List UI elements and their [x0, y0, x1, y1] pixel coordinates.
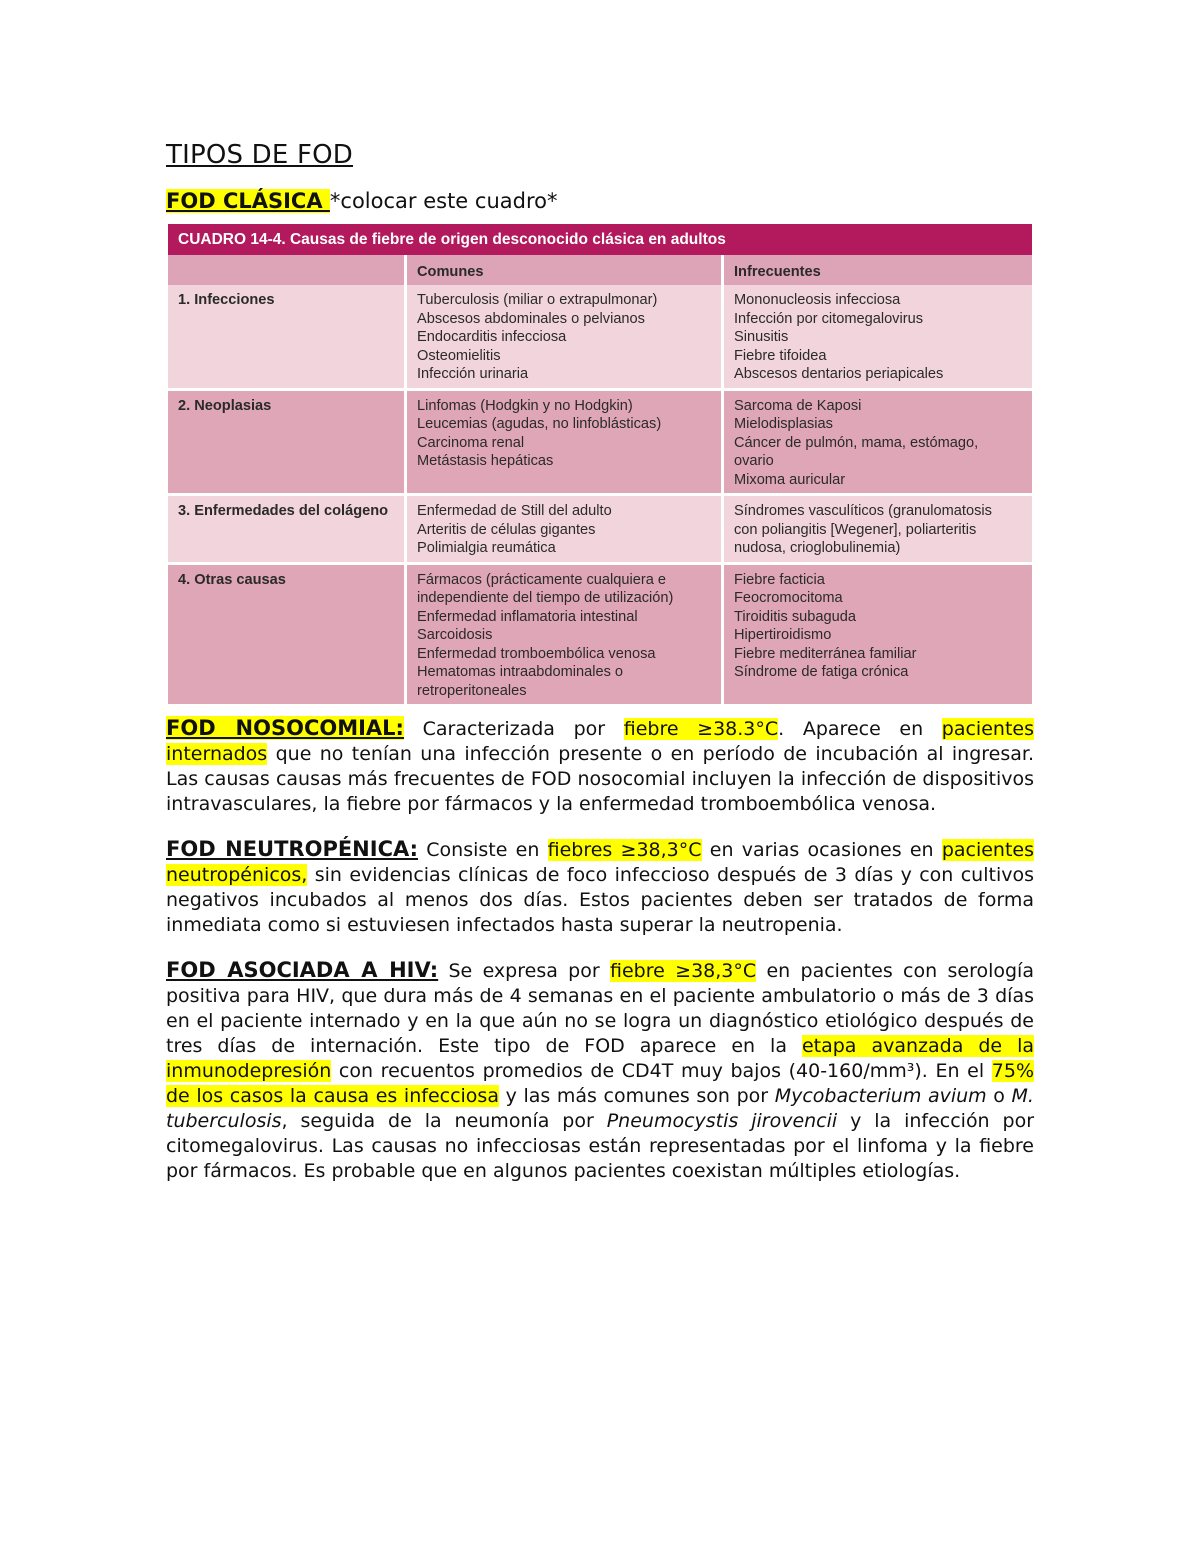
nosocomial-text-1: Caracterizada por	[403, 718, 624, 740]
cuadro-row	[168, 495, 1032, 564]
nosocomial-highlight-1: fiebre ≥38.3°C	[623, 718, 779, 740]
hiv-highlight-1: fiebre ≥38,3°C	[610, 960, 757, 982]
fod-neutropenica-paragraph	[166, 837, 1034, 938]
cuadro-comunes-cell	[406, 389, 723, 495]
cuadro-infrecuentes-item: Infección por citomegalovirus	[734, 310, 923, 327]
cuadro-comunes-item: Osteomielitis	[417, 347, 501, 364]
cuadro-infrecuentes-item: nudosa, crioglobulinemia)	[734, 540, 901, 556]
cuadro-comunes-item: Polimialgia reumática	[417, 540, 556, 556]
cuadro-infrecuentes-cell	[723, 495, 1033, 564]
cuadro-comunes-item: Carcinoma renal	[417, 434, 525, 451]
cuadro-infrecuentes-item: Sarcoma de Kaposi	[734, 397, 862, 414]
neutropenica-highlight-1: fiebres ≥38,3°C	[547, 839, 702, 861]
cuadro-comunes-item: Abscesos abdominales o pelvianos	[417, 310, 645, 327]
cuadro-infrecuentes-cell	[723, 389, 1033, 495]
document-title: TIPOS DE FOD	[166, 140, 354, 170]
cuadro-infrecuentes-item: Hipertiroidismo	[734, 627, 832, 643]
cuadro-comunes-item: Sarcoidosis	[417, 627, 493, 643]
cuadro-infrecuentes-item: Cáncer de pulmón, mama, estómago,	[734, 434, 979, 451]
cuadro-infrecuentes-item: Sinusitis	[734, 329, 789, 345]
neutropenica-text-1: Consiste en	[418, 839, 548, 861]
cuadro-header-row	[168, 255, 1032, 285]
cuadro-comunes-item: independiente del tiempo de utilización)	[417, 590, 674, 606]
fod-clasica-heading	[166, 186, 1034, 216]
cuadro-comunes-item: Metástasis hepáticas	[417, 453, 554, 469]
cuadro-comunes-cell	[406, 285, 723, 389]
neutropenica-text-2: en varias ocasiones en	[701, 839, 942, 861]
hiv-text-7: y la infección por citomegalovirus. Las causas no infecciosas están representadas por el linfoma y la fiebre por fármacos. Es probable que en algunos pacientes coexistan múltiples etiologías.	[166, 1110, 1035, 1182]
cuadro-header-comunes: Comunes	[406, 255, 723, 285]
nosocomial-highlight-2: pacientes internados	[166, 718, 1034, 765]
cuadro-infrecuentes-item: Fiebre mediterránea familiar	[734, 645, 917, 662]
cuadro-category-cell: 4. Otras causas	[168, 563, 406, 704]
neutropenica-text-3: sin evidencias clínicas de foco infeccioso después de 3 días y con cultivos negativos incubados al menos dos días. Estos pacientes deben ser tratados de forma inmediata como si estuviesen infectados hasta superar la neutropenia.	[166, 864, 1034, 936]
cuadro-infrecuentes-item: Síndromes vasculíticos (granulomatosis	[734, 503, 992, 519]
nosocomial-text-3: que no tenían una infección presente o en período de incubación al ingresar. Las causas causas más frecuentes de FOD nosocomial incluyen la infección de dispositivos intravasculares, la fiebre por fármacos y la enfermedad tromboembólica venosa.	[166, 743, 1034, 815]
cuadro-infrecuentes-item: Fiebre facticia	[734, 571, 825, 588]
hiv-text-4: y las más comunes son por	[498, 1085, 775, 1107]
cuadro-comunes-item: Linfomas (Hodgkin y no Hodgkin)	[417, 397, 633, 414]
cuadro-infrecuentes-item: ovario	[734, 453, 774, 469]
fod-hiv-paragraph	[166, 958, 1034, 1184]
cuadro-comunes-item: Leucemias (agudas, no linfoblásticas)	[417, 416, 662, 432]
hiv-text-5: o	[986, 1085, 1012, 1107]
cuadro-header-infrecuentes: Infrecuentes	[723, 255, 1033, 285]
cuadro-infrecuentes-item: Mielodisplasias	[734, 416, 833, 432]
cuadro-category-cell: 2. Neoplasias	[168, 389, 406, 495]
cuadro-infrecuentes-cell	[723, 563, 1033, 704]
fod-clasica-label: FOD CLÁSICA	[166, 189, 330, 213]
cuadro-comunes-cell	[406, 563, 723, 704]
cuadro-category-cell: 3. Enfermedades del colágeno	[168, 495, 406, 564]
cuadro-body	[168, 285, 1032, 704]
fod-nosocomial-heading: FOD NOSOCOMIAL:	[166, 716, 404, 740]
cuadro-infrecuentes-item: Mixoma auricular	[734, 471, 846, 488]
fod-clasica-note: *colocar este cuadro*	[329, 189, 558, 213]
cuadro-infrecuentes-item: Mononucleosis infecciosa	[734, 292, 901, 308]
cuadro-infrecuentes-item: Síndrome de fatiga crónica	[734, 664, 909, 680]
cuadro-header-category	[168, 255, 406, 285]
cuadro-category-cell: 1. Infecciones	[168, 285, 406, 389]
hiv-text-1: Se expresa por	[438, 960, 611, 982]
cuadro-14-4	[168, 224, 1032, 704]
cuadro-comunes-item: Hematomas intraabdominales o	[417, 664, 624, 680]
fod-nosocomial-paragraph	[166, 716, 1034, 817]
cuadro-row	[168, 389, 1032, 495]
cuadro-row	[168, 563, 1032, 704]
document-page	[166, 138, 1034, 1204]
cuadro-comunes-item: Endocarditis infecciosa	[417, 329, 567, 345]
hiv-text-2: en pacientes con serología positiva para HIV, que dura más de 4 semanas en el paciente ambulatorio o más de 3 días en el paciente internado y en la que aún no se logra un diagnóstico etiológico después de tres días de internación. Este tipo de FOD aparece en la	[166, 960, 1034, 1057]
hiv-text-6: , seguida de la neumonía por	[281, 1110, 607, 1132]
hiv-text-3: con recuentos promedios de CD4T muy bajos (40-160/mm³). En el	[331, 1060, 992, 1082]
cuadro-infrecuentes-item: Feocromocitoma	[734, 590, 843, 606]
cuadro-infrecuentes-cell	[723, 285, 1033, 389]
fod-neutropenica-heading: FOD NEUTROPÉNICA:	[166, 837, 419, 861]
cuadro-comunes-item: Fármacos (prácticamente cualquiera e	[417, 571, 667, 588]
cuadro-infrecuentes-item: Abscesos dentarios periapicales	[734, 366, 944, 382]
hiv-highlight-3: 75% de los casos la causa es infecciosa	[166, 1060, 1034, 1107]
nosocomial-text-2: . Aparece en	[778, 718, 942, 740]
cuadro-comunes-item: Enfermedad inflamatoria intestinal	[417, 608, 638, 625]
cuadro-comunes-item: retroperitoneales	[417, 682, 527, 699]
fod-hiv-heading: FOD ASOCIADA A HIV:	[166, 958, 439, 982]
cuadro-comunes-item: Tuberculosis (miliar o extrapulmonar)	[417, 292, 658, 308]
cuadro-row	[168, 285, 1032, 389]
cuadro-infrecuentes-item: Tiroiditis subaguda	[734, 608, 856, 625]
hiv-italic-1: Mycobacterium avium	[774, 1085, 987, 1107]
cuadro-comunes-item: Enfermedad tromboembólica venosa	[417, 645, 656, 662]
cuadro-infrecuentes-item: con poliangitis [Wegener], poliarteritis	[734, 521, 977, 538]
hiv-italic-2: M. tuberculosis	[166, 1085, 1034, 1132]
hiv-highlight-2: etapa avanzada de la inmunodepresión	[166, 1035, 1034, 1082]
cuadro-table	[168, 255, 1032, 704]
cuadro-comunes-cell	[406, 495, 723, 564]
cuadro-infrecuentes-item: Fiebre tifoidea	[734, 347, 827, 364]
cuadro-comunes-item: Infección urinaria	[417, 366, 529, 382]
hiv-italic-3: Pneumocystis jirovencii	[606, 1110, 838, 1132]
cuadro-comunes-item: Enfermedad de Still del adulto	[417, 503, 612, 519]
cuadro-comunes-item: Arteritis de células gigantes	[417, 521, 596, 538]
neutropenica-highlight-2: pacientes neutropénicos,	[166, 839, 1035, 886]
cuadro-title: CUADRO 14-4. Causas de fiebre de origen desconocido clásica en adultos	[168, 224, 1032, 255]
